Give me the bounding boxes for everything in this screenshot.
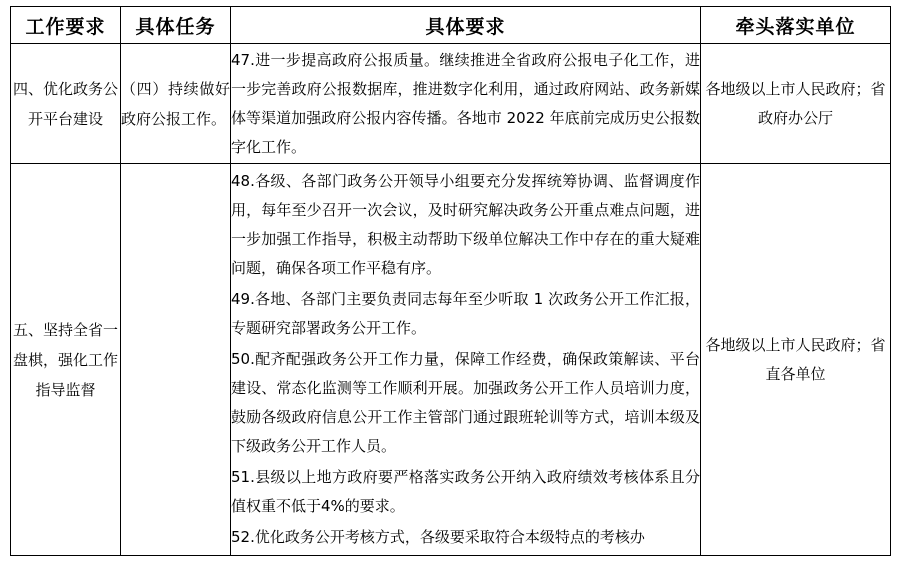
- requirement-paragraph: 51.县级以上地方政府要严格落实政务公开纳入政府绩效考核体系且分值权重不低于4%的要求。: [231, 468, 700, 515]
- cell-work-requirement: 四、优化政务公开平台建设: [11, 44, 121, 164]
- requirement-paragraph: 47.进一步提高政府公报质量。继续推进全省政府公报电子化工作，进一步完善政府公报数据库，推进数字化利用，通过政府网站、政务新媒体等渠道加强政府公报内容传播。各地市 2022 年底前完成历史公报数字化工作。: [231, 50, 700, 156]
- requirements-table: [10, 6, 891, 556]
- table-header-row: [11, 7, 891, 44]
- requirement-paragraph: 50.配齐配强政务公开工作力量，保障工作经费，确保政策解读、平台建设、常态化监测等工作顺利开展。加强政务公开工作人员培训力度，鼓励各级政府信息公开工作主管部门通过跟班轮训等方式，培训本级及下级政务公开工作人员。: [231, 350, 700, 455]
- requirement-paragraph: 52.优化政务公开考核方式，各级要采取符合本级特点的考核办: [231, 528, 645, 546]
- cell-work-requirement: 五、坚持全省一盘棋，强化工作指导监督: [11, 164, 121, 556]
- cell-specific-requirement: [231, 44, 701, 164]
- table-row: [11, 44, 891, 164]
- column-header-task: 具体任务: [121, 7, 231, 44]
- column-header-specific-requirement: 具体要求: [231, 7, 701, 44]
- table-row: [11, 164, 891, 556]
- document-page: [0, 6, 900, 578]
- cell-task: （四）持续做好政府公报工作。: [121, 44, 231, 164]
- column-header-lead-unit: 牵头落实单位: [701, 7, 891, 44]
- requirement-paragraph: 48.各级、各部门政务公开领导小组要充分发挥统筹协调、监督调度作用，每年至少召开一次会议，及时研究解决政务公开重点难点问题，进一步加强工作指导，积极主动帮助下级单位解决工作中存在的重大疑难问题，确保各项工作平稳有序。: [231, 172, 700, 277]
- requirement-paragraph: 49.各地、各部门主要负责同志每年至少听取 1 次政务公开工作汇报，专题研究部署政务公开工作。: [231, 290, 700, 337]
- column-header-work-requirement: 工作要求: [11, 7, 121, 44]
- cell-task: [121, 164, 231, 556]
- cell-specific-requirement: [231, 164, 701, 556]
- cell-lead-unit: 各地级以上市人民政府；省直各单位: [701, 164, 891, 556]
- cell-lead-unit: 各地级以上市人民政府；省政府办公厅: [701, 44, 891, 164]
